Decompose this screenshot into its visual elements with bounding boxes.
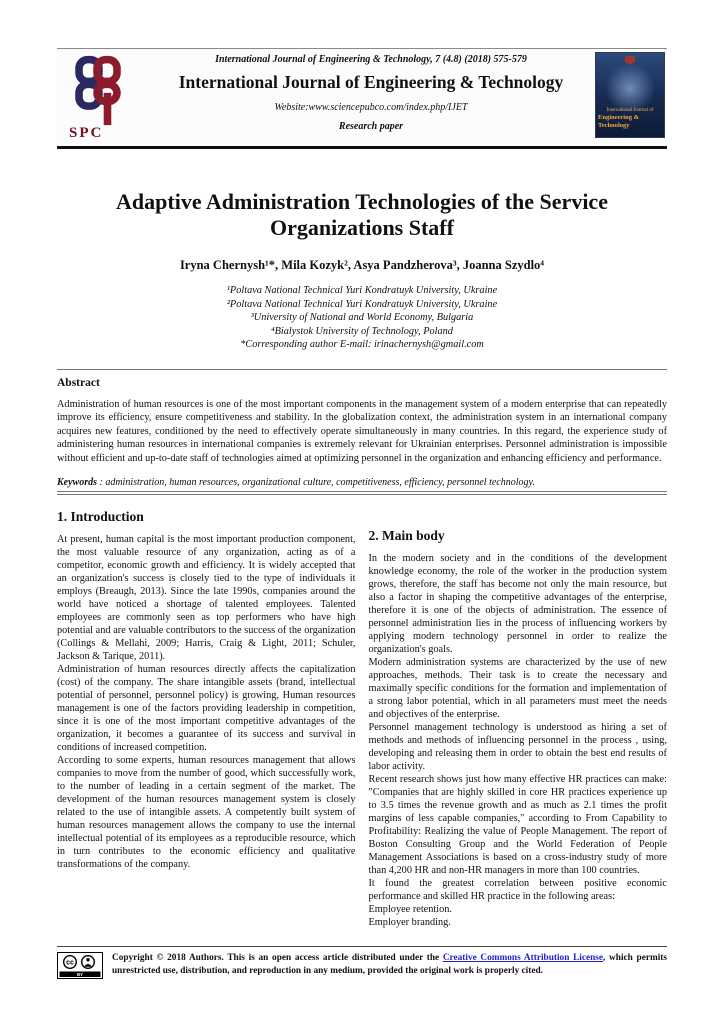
cc-glyph: cc: [66, 959, 74, 967]
journal-cover-thumbnail: [595, 52, 665, 138]
journal-header-row: [57, 49, 667, 146]
intro-paragraph-2: Administration of human resources directly affects the capitalization (cost) of the company. The share intangible assets (brand, intellectual potential of personnel, personnel policy) is growing, Human resources management is one of the factors providing leadership in competition, since it is one of the most important competitive advantages of the organization, it becomes a guarantee of its success and survival in conditions of increased competition.: [57, 664, 356, 753]
cover-crest-icon: [625, 56, 635, 65]
copyright-footer: [57, 946, 667, 984]
abstract-text: Administration of human resources is one of the most important components in the management system of a modern enterprise that can repeatedly improve its efficiency, ensure competitiveness and stability. In the globalization context, the administration system in an international company acquires new features, conditioned by the need to effectively operate simultaneously in many countries. In this regard, the experience study of administering human resources in international companies is extremely relevant for Ukrainian enterprises. Personnel administration is impossible without efficient and up-to-date staff of technologies aimed at optimizing personnel in the organization and enhancing efficiency and performance.: [57, 398, 667, 464]
body-columns: [57, 509, 667, 929]
main-body-paragraph-1: In the modern society and in the conditions of the development knowledge economy, the role of the worker in the production system grows, therefore, the staff has become not only the main resource, but also a factor in shaping the competitive advantages of the enterprise, therefore it is one of the objects of administration. The essence of personnel administration lies in the process of influencing workers by applying modern technology personnel in order to realize the organization's goals.: [368, 553, 667, 655]
cc-by-badge-icon: [57, 952, 103, 979]
main-body-paragraph-3: Personnel management technology is understood as hiring a set of methods and methods of influencing personnel in the process , using, developing and releasing them in order to obtain the best end results of labor activity.: [368, 722, 667, 772]
abstract-top-rule: [57, 369, 667, 370]
main-body-paragraph-4: Recent research shows just how many effective HR practices can make: "Companies that are highly skilled in core HR practices experience up to 3.5 times the revenue growth and as much as 2.1 times the profit margins of less capable companies," according to From Capability to Profitability: Realizing the value of People Management. The report of Boston Consulting Group and the World Federation of People Management Associations is based on a cross-industry study of more than 4,200 HR and non-HR managers in more than 100 countries.: [368, 774, 667, 876]
cc-license-link[interactable]: Creative Commons Attribution License: [442, 953, 604, 963]
abstract-section: [57, 369, 667, 496]
journal-citation: International Journal of Engineering & Technology, 7 (4.8) (2018) 575-579: [215, 54, 527, 65]
section-heading-introduction: 1. Introduction: [57, 509, 144, 524]
main-body-paragraph-7: Employer branding.: [368, 917, 451, 928]
affiliation-line-3: ³University of National and World Economy, Bulgaria: [250, 312, 474, 323]
section-introduction: [57, 509, 356, 929]
paper-title-line1: Adaptive Administration Technologies of the Service: [116, 189, 608, 214]
main-body-paragraph-5: It found the greatest correlation between positive economic performance and skilled HR practice in the following areas:: [368, 878, 667, 902]
copyright-text: [112, 952, 667, 977]
section-main-body: [369, 509, 668, 929]
cover-title-line1: International Journal of: [606, 108, 654, 113]
paper-title: [57, 189, 667, 241]
intro-paragraph-1: At present, human capital is the most important production component, the most valuable resource of any organization, acting as of a competitor, economic growth and efficiency. It is widely accepted that an organization's success is closely tied to the type of individuals it employs (Breaugh, 2013). Since the late 1990s, companies around the world have noticed a shortage of talented employees. Talented employees are commonly seen as top performers who have high potential and are valuable contributors to the success of the organization (Collings & Mellahi, 2009; Harris, Craig & Light, 2011; Schuler, Jackson & Tarique, 2011).: [57, 534, 356, 662]
abstract-heading: Abstract: [57, 376, 100, 389]
cc-by-badge: [57, 952, 103, 984]
main-body-paragraph-2: Modern administration systems are characterized by the use of new approaches, methods. Their task is to create the necessary and maximally specific conditions for the formation and implementation of a strong labor potential, which in all parameters must meet the needs and objectives of the enterprise.: [368, 657, 667, 720]
intro-paragraph-3: According to some experts, human resources management that allows companies to move from the number of good, which successfully work, to the number of leading in a certain segment of the market. The development of the human resources management system is closely related to the use of intangible assets. A competently built system of human resources management allows the company to use the internal intellectual potential of its employees as a reproducible resource, which in turn contributes to the economic efficiency and qualitative transformations of the company.: [57, 755, 356, 870]
page-content: [0, 48, 724, 929]
publisher-logo: [59, 51, 147, 143]
affiliations-block: [57, 284, 667, 352]
corresponding-author-line: *Corresponding author E-mail: irinachernysh@gmail.com: [240, 339, 484, 350]
keywords-line: [57, 477, 667, 491]
paper-title-line2: Organizations Staff: [270, 215, 454, 240]
authors-line: Iryna Chernysh¹*, Mila Kozyk², Asya Pandzherova³, Joanna Szydlo⁴: [179, 258, 545, 272]
affiliation-line-2: ²Poltava National Technical Yuri Kondratuyk University, Ukraine: [226, 298, 498, 310]
journal-header: [57, 48, 667, 149]
journal-header-center: [147, 51, 595, 143]
keywords-label: Keywords: [57, 477, 97, 488]
spc-logo-text: SPC: [69, 125, 104, 141]
by-glyph: BY: [76, 972, 84, 977]
copyright-text-before: Copyright © 2018 Authors. This is an open access article distributed under the: [112, 953, 443, 963]
journal-website: Website:www.sciencepubco.com/index.php/IJET: [274, 102, 468, 113]
main-body-paragraph-6: Employee retention.: [368, 904, 452, 915]
affiliation-line-1: ¹Poltava National Technical Yuri Kondratuyk University, Ukraine: [226, 285, 498, 296]
affiliation-line-4: ⁴Bialystok University of Technology, Poland: [271, 325, 453, 337]
keywords-text: : administration, human resources, organizational culture, competitiveness, efficiency, personnel technology.: [97, 477, 535, 488]
journal-title: International Journal of Engineering & Technology: [178, 72, 564, 92]
spc-logo-icon: [65, 53, 131, 127]
copyright-text-after: , which permits unrestricted use, distribution, and reproduction in any medium, provided the original work is properly cited.: [112, 953, 667, 976]
keywords-double-rule: [57, 491, 667, 495]
cover-title-line2: Engineering & Technology: [598, 114, 639, 129]
section-heading-main-body: 2. Main body: [368, 528, 445, 543]
paper-type-label: Research paper: [338, 121, 404, 132]
